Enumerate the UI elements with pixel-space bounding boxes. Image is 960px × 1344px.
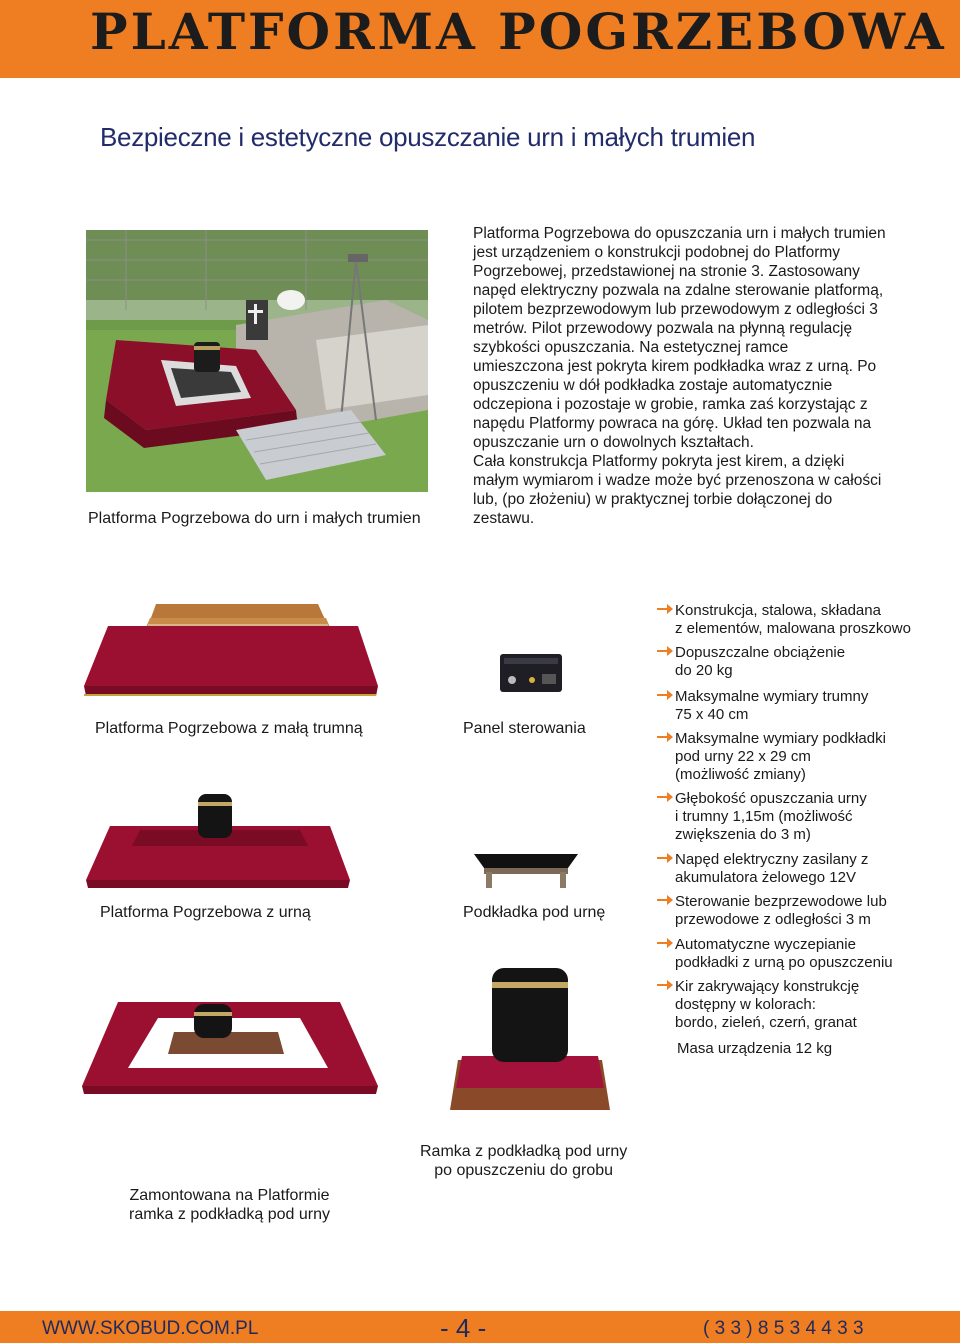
feature-item	[657, 602, 911, 638]
caption-intro-photo: Platforma Pogrzebowa do urn i małych trumien	[88, 510, 421, 527]
feature-text: Napęd elektryczny zasilany z	[675, 851, 869, 868]
intro-line: małym wymiarom i wadze może być przenoszona w całości	[473, 472, 882, 489]
control-panel-photo	[498, 650, 564, 696]
feature-line: dostępny w kolorach:	[675, 996, 816, 1013]
feature-line: akumulatora żelowego 12V	[675, 869, 856, 886]
intro-line: napęd elektryczny pozwala na zdalne sterowanie platformą,	[473, 282, 884, 299]
feature-item	[657, 851, 868, 887]
feature-text: Konstrukcja, stalowa, składana	[675, 602, 881, 619]
feature-text: Sterowanie bezprzewodowe lub	[675, 893, 887, 910]
intro-line: jest urządzeniem o konstrukcji podobnej do Platformy	[473, 244, 841, 261]
feature-item	[657, 790, 867, 844]
lowered-frame-photo	[448, 960, 612, 1116]
arrow-right-icon	[657, 604, 673, 614]
intro-text	[473, 224, 894, 528]
feature-line: zwiększenia do 3 m)	[675, 826, 811, 843]
feature-line	[657, 851, 868, 869]
feature-line: bordo, zieleń, czerń, granat	[675, 1014, 857, 1031]
footer-page-number: - 4 -	[440, 1313, 487, 1343]
feature-line	[657, 978, 859, 996]
intro-line: pilotem bezprzewodowym lub przewodowym z odległości 3	[473, 301, 878, 318]
feature-line: Masa urządzenia 12 kg	[677, 1040, 833, 1057]
feature-item	[657, 644, 845, 680]
intro-line: zestawu.	[473, 510, 535, 527]
intro-line: szybkości opuszczania. Na estetycznej ramce	[473, 339, 789, 356]
feature-line: i trumny 1,15m (możliwość	[675, 808, 853, 825]
caption-lowered-line1: Ramka z podkładką pod urny	[420, 1143, 628, 1160]
page-title: PLATFORMA POGRZEBOWA	[90, 2, 947, 61]
intro-line: lub, (po złożeniu) w praktycznej torbie dołączonej do	[473, 491, 833, 508]
caption-mounted-line1: Zamontowana na Platformie	[129, 1187, 330, 1204]
feature-line: 75 x 40 cm	[675, 706, 749, 723]
feature-line	[657, 602, 911, 620]
mounted-frame-photo	[78, 990, 380, 1096]
feature-line	[657, 893, 887, 911]
arrow-right-icon	[657, 690, 673, 700]
feature-text: Kir zakrywający konstrukcję	[675, 978, 860, 995]
feature-line	[657, 936, 893, 954]
platform-urn-photo	[80, 790, 356, 890]
footer-website[interactable]: WWW.SKOBUD.COM.PL	[42, 1318, 259, 1339]
feature-line: przewodowe z odległości 3 m	[675, 911, 871, 928]
feature-item	[657, 893, 887, 929]
feature-line: podkładki z urną po opuszczeniu	[675, 954, 893, 971]
arrow-right-icon	[657, 732, 673, 742]
arrow-right-icon	[657, 938, 673, 948]
feature-text: Głębokość opuszczania urny	[675, 790, 867, 807]
feature-line	[657, 730, 886, 748]
platform-coffin-photo	[78, 596, 380, 698]
feature-line	[657, 644, 845, 662]
intro-line: napędu Platformy powraca na górę. Układ ten pozwala na	[473, 415, 872, 432]
feature-text: Maksymalne wymiary podkładki	[675, 730, 886, 747]
intro-line: odczepiona i pozostaje w grobie, ramka zaś korzystając z	[473, 396, 868, 413]
intro-line: opuszczanie urn o dowolnych kształtach.	[473, 434, 754, 451]
caption-coffin: Platforma Pogrzebowa z małą trumną	[95, 720, 363, 737]
feature-item	[657, 936, 893, 972]
caption-lowered-line2: po opuszczeniu do grobu	[434, 1162, 614, 1179]
feature-line	[657, 790, 867, 808]
urn-pad-photo	[470, 850, 582, 890]
intro-line: Pogrzebowej, przedstawionej na stronie 3. Zastosowany	[473, 263, 860, 280]
arrow-right-icon	[657, 980, 673, 990]
arrow-right-icon	[657, 792, 673, 802]
feature-text: Dopuszczalne obciążenie	[675, 644, 846, 661]
feature-item	[657, 730, 886, 784]
intro-line: metrów. Pilot przewodowy pozwala na płynną regulację	[473, 320, 853, 337]
caption-mounted-line2: ramka z podkładką pod urny	[129, 1206, 330, 1223]
caption-mounted	[129, 1186, 330, 1224]
feature-line: do 20 kg	[675, 662, 733, 679]
footer-phone: ( 3 3 ) 8 5 3 4 4 3 3	[703, 1318, 864, 1339]
footer-band	[0, 1311, 960, 1343]
cemetery-photo	[86, 230, 428, 492]
page-subtitle: Bezpieczne i estetyczne opuszczanie urn i małych trumien	[100, 122, 756, 152]
arrow-right-icon	[657, 646, 673, 656]
header-band	[0, 0, 960, 78]
arrow-right-icon	[657, 853, 673, 863]
feature-text: Maksymalne wymiary trumny	[675, 688, 869, 705]
feature-item	[657, 978, 859, 1032]
arrow-right-icon	[657, 895, 673, 905]
feature-line: z elementów, malowana proszkowo	[675, 620, 911, 637]
feature-item	[677, 1040, 832, 1058]
caption-lowered	[420, 1142, 627, 1180]
caption-pad: Podkładka pod urnę	[463, 904, 606, 921]
intro-line: Platforma Pogrzebowa do opuszczania urn i małych trumien	[473, 225, 886, 242]
intro-line: Cała konstrukcja Platformy pokryta jest kirem, a dzięki	[473, 453, 845, 470]
intro-line: opuszczeniu w dół podkładka zostaje automatycznie	[473, 377, 833, 394]
feature-line: pod urny 22 x 29 cm	[675, 748, 811, 765]
feature-text: Automatyczne wyczepianie	[675, 936, 856, 953]
caption-urn: Platforma Pogrzebowa z urną	[100, 904, 311, 921]
caption-panel: Panel sterowania	[463, 720, 586, 737]
feature-line: (możliwość zmiany)	[675, 766, 806, 783]
intro-line: umieszczona jest pokryta kirem podkładka wraz z urną. Po	[473, 358, 877, 375]
feature-item	[657, 688, 868, 724]
feature-line	[657, 688, 868, 706]
